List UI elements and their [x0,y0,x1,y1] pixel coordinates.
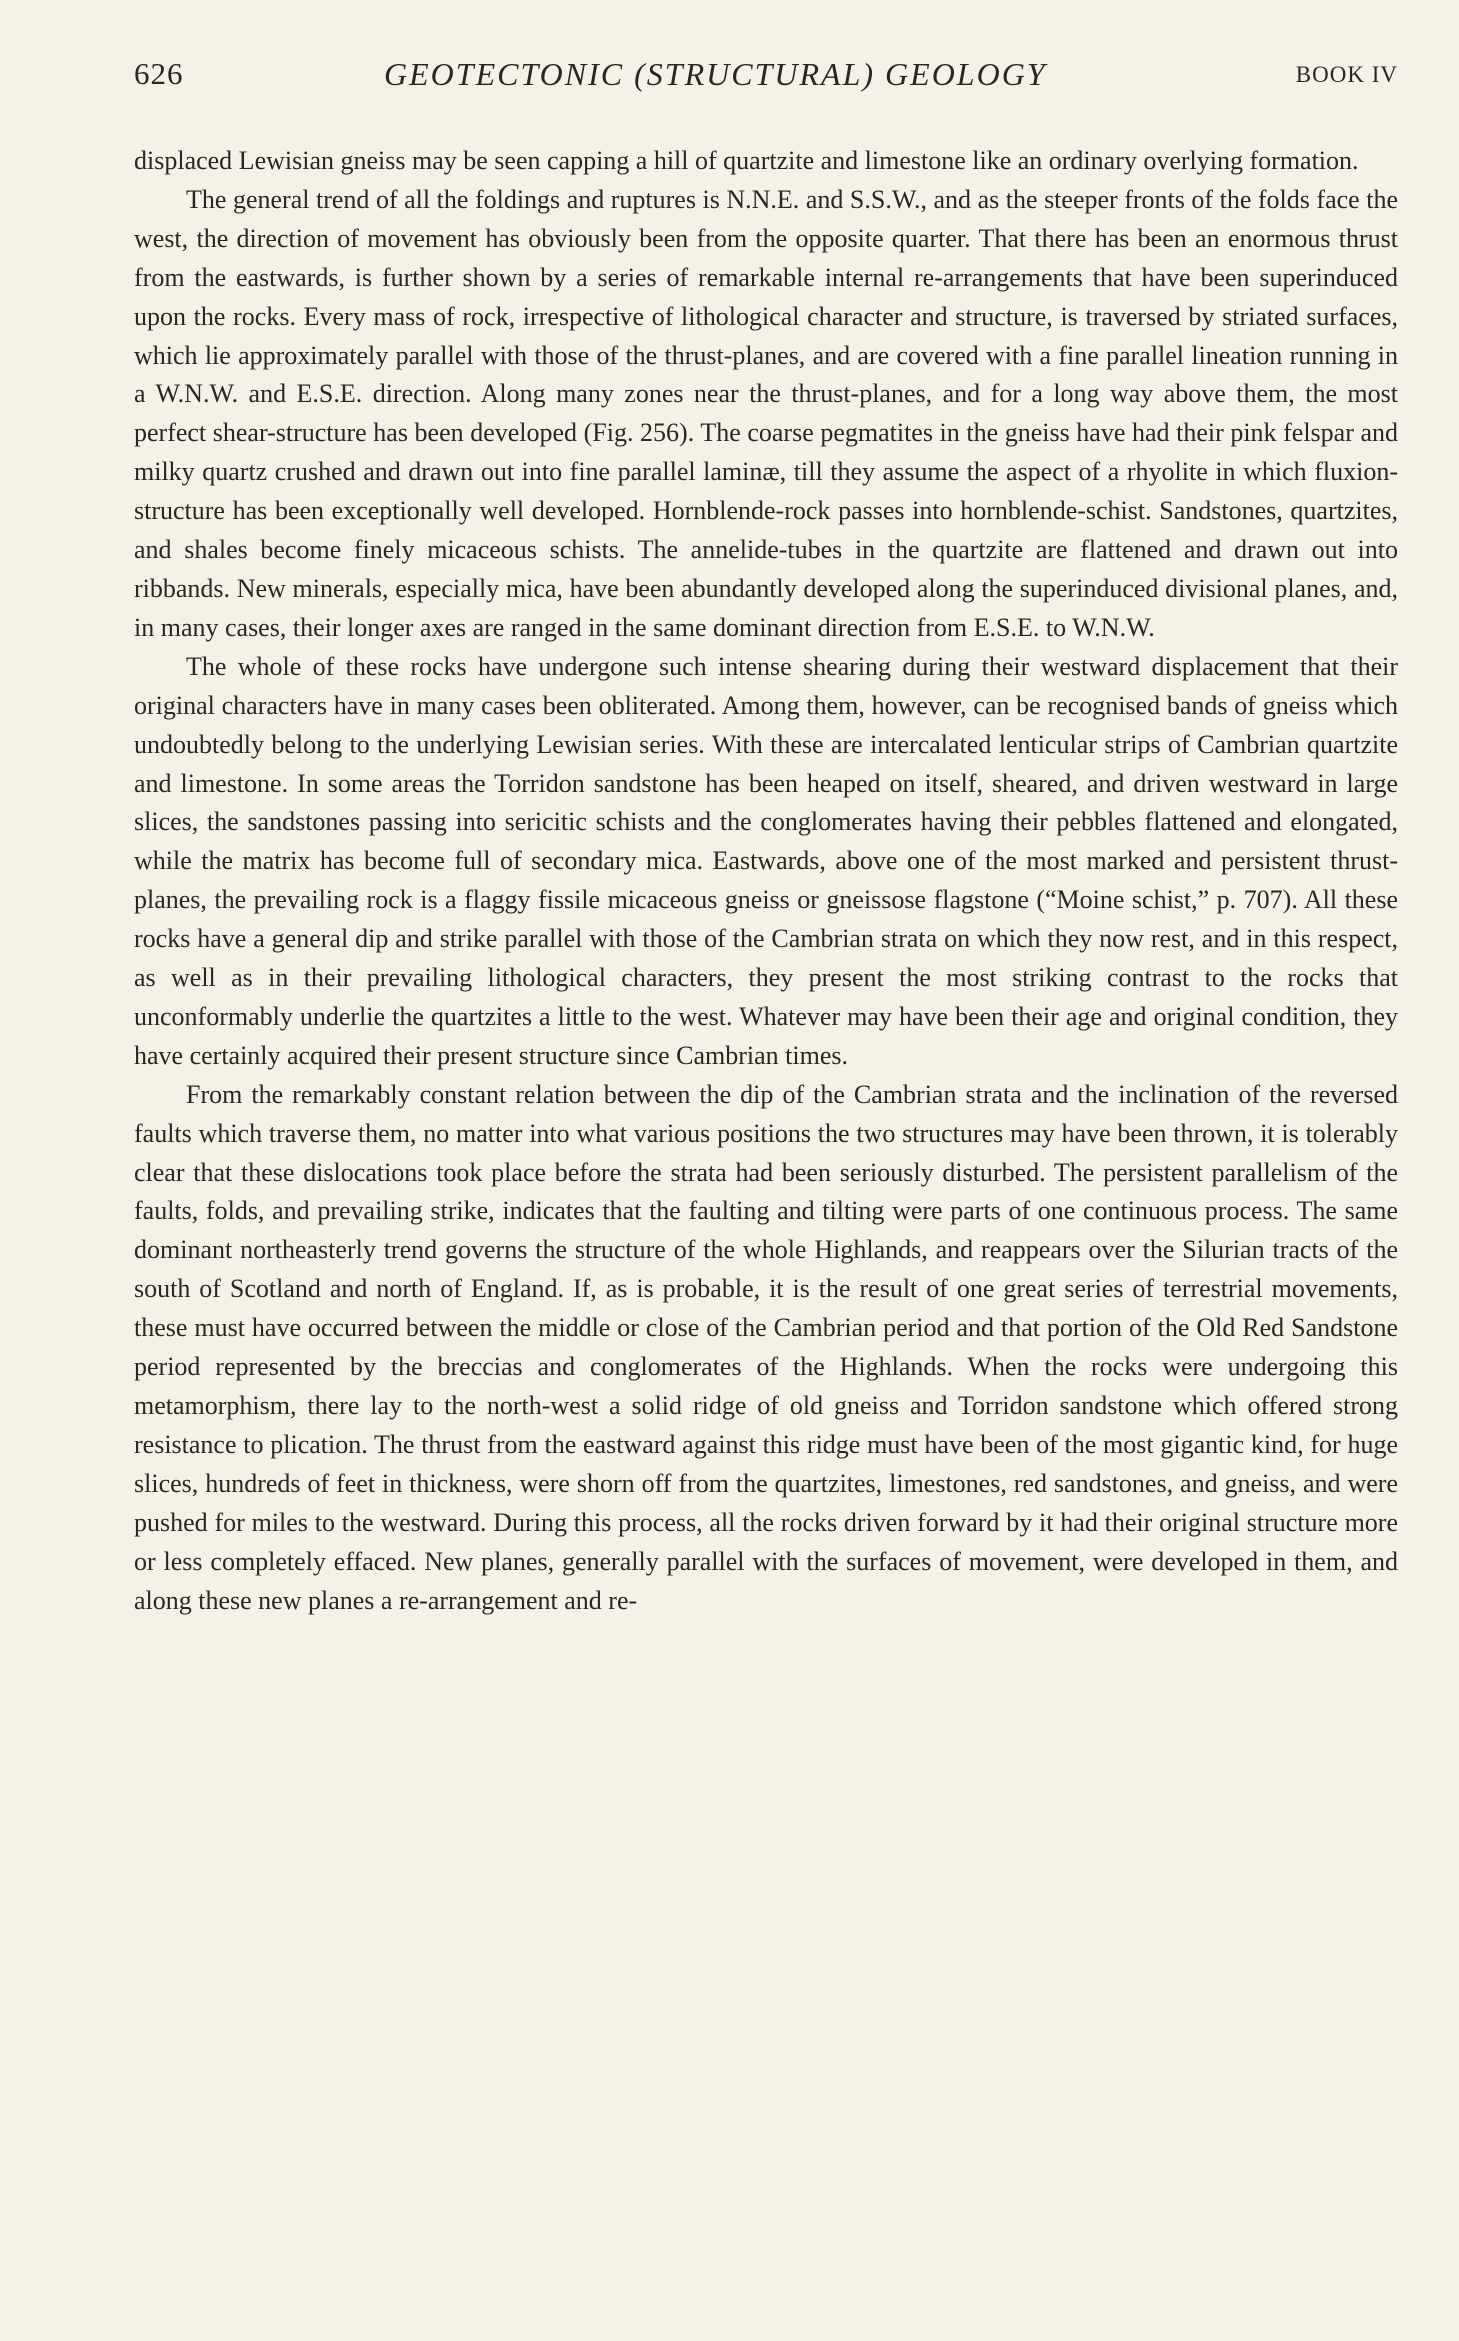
paragraph-continued: displaced Lewisian gneiss may be seen capping a hill of quartzite and limestone like an ordinary overlying formation. [134,146,1359,175]
page-number: 626 [134,56,184,91]
paragraph-dislocations: From the remarkably constant relation between the dip of the Cambrian strata and the inclination of the reversed faults which traverse them, no matter into what various positions the two structures may have been thrown, it is tolerably clear that these dislocations took place before the strata had been seriously disturbed. The persistent parallelism of the faults, folds, and prevailing strike, indicates that the faulting and tilting were parts of one continuous process. The same dominant northeasterly trend governs the structure of the whole Highlands, and reappears over the Silurian tracts of the south of Scotland and north of England. If, as is probable, it is the result of one great series of terrestrial movements, these must have occurred between the middle or close of the Cambrian period and that portion of the Old Red Sandstone period represented by the breccias and conglomerates of the Highlands. When the rocks were undergoing this metamorphism, there lay to the north-west a solid ridge of old gneiss and Torridon sandstone which offered strong resistance to plication. The thrust from the eastward against this ridge must have been of the most gigantic kind, for huge slices, hundreds of feet in thickness, were shorn off from the quartzites, limestones, red sandstones, and gneiss, and were pushed for miles to the westward. During this process, all the rocks driven forward by it had their original structure more or less completely effaced. New planes, generally parallel with the surfaces of movement, were developed in them, and along these new planes a re-arrangement and re- [134,1079,1398,1615]
running-head [134,56,1398,106]
paragraph-thrust-trend: The general trend of all the foldings and ruptures is N.N.E. and S.S.W., and as the steeper fronts of the folds face the west, the direction of movement has obviously been from the opposite quarter. That there has been an enormous thrust from the eastwards, is further shown by a series of remarkable internal re-arrangements that have been superinduced upon the rocks. Every mass of rock, irrespective of lithological character and structure, is traversed by striated surfaces, which lie approximately parallel with those of the thrust-planes, and are covered with a fine parallel lineation running in a W.N.W. and E.S.E. direction. Along many zones near the thrust-planes, and for a long way above them, the most perfect shear-structure has been developed (Fig. 256). The coarse pegmatites in the gneiss have had their pink felspar and milky quartz crushed and drawn out into fine parallel laminæ, till they assume the aspect of a rhyolite in which fluxion-structure has been exceptionally well developed. Hornblende-rock passes into hornblende-schist. Sandstones, quartzites, and shales become finely micaceous schists. The annelide-tubes in the quartzite are flattened and drawn out into ribbands. New minerals, especially mica, have been abundantly developed along the superinduced divisional planes, and, in many cases, their longer axes are ranged in the same dominant direction from E.S.E. to W.N.W. [134,184,1398,642]
running-title: GEOTECTONIC (STRUCTURAL) GEOLOGY [384,56,1047,92]
body-text [134,142,1398,1620]
book-label: BOOK IV [1295,62,1398,87]
paragraph-shearing: The whole of these rocks have undergone such intense shearing during their westward displacement that their original characters have in many cases been obliterated. Among them, however, can be recognised bands of gneiss which undoubtedly belong to the underlying Lewisian series. With these are intercalated lenticular strips of Cambrian quartzite and limestone. In some areas the Torridon sandstone has been heaped on itself, sheared, and driven westward in large slices, the sandstones passing into sericitic schists and the conglomerates having their pebbles flattened and elongated, while the matrix has become full of secondary mica. Eastwards, above one of the most marked and persistent thrust-planes, the prevailing rock is a flaggy fissile micaceous gneiss or gneissose flagstone (“Moine schist,” p. 707). All these rocks have a general dip and strike parallel with those of the Cambrian strata on which they now rest, and in this respect, as well as in their prevailing lithological characters, they present the most striking contrast to the rocks that unconformably underlie the quartzites a little to the west. Whatever may have been their age and original condition, they have certainly acquired their present structure since Cambrian times. [134,651,1398,1070]
